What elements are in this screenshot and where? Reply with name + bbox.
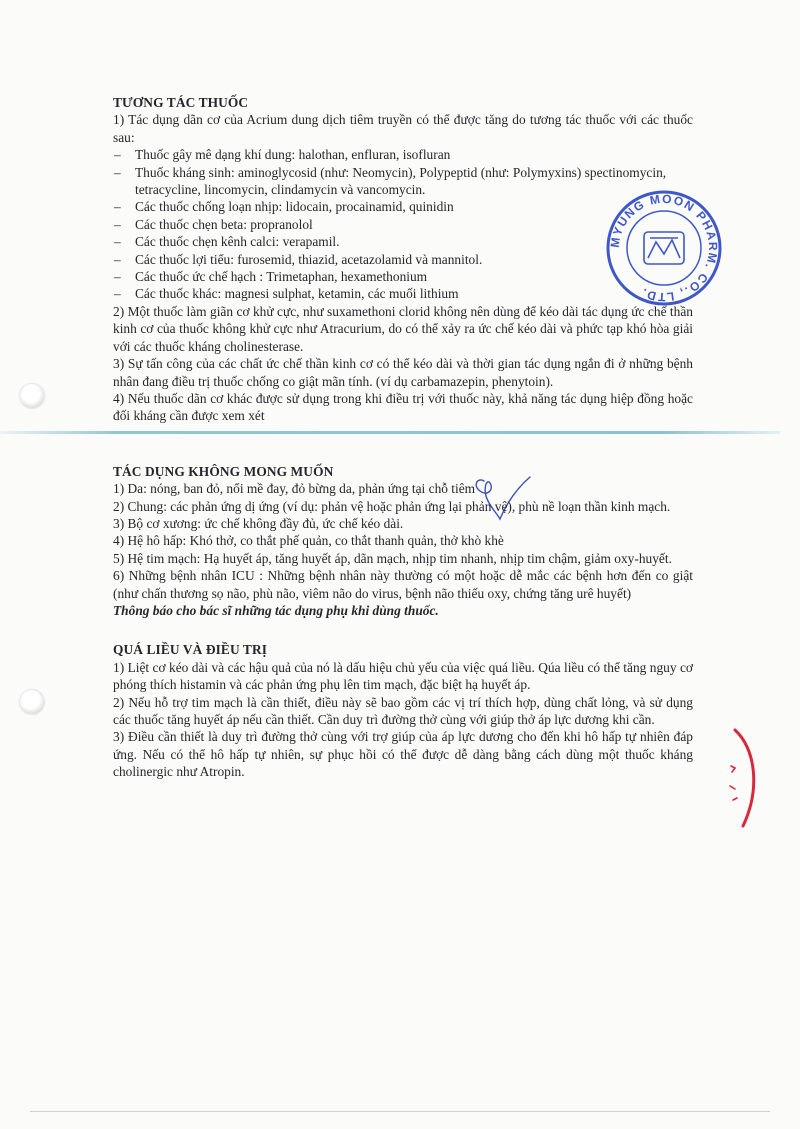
punch-hole-bottom	[20, 690, 44, 714]
red-stamp-edge	[725, 726, 765, 834]
list-item: – Các thuốc chống loạn nhịp: lidocain, procainamid, quinidin	[113, 198, 693, 215]
list-item: 1) Da: nóng, ban đỏ, nổi mề đay, đỏ bừng da, phản ứng tại chỗ tiêm	[113, 481, 476, 497]
list-item: 5) Hệ tim mạch: Hạ huyết áp, tăng huyết áp, dãn mạch, nhịp tim nhanh, nhịp tim chậm, giảm oxy-huyết.	[113, 550, 672, 566]
list-item: – Các thuốc ức chế hạch : Trimetaphan, hexamethonium	[113, 268, 693, 285]
list-item: 3) Điều cần thiết là duy trì đường thở cùng với trợ giúp của áp lực dương cho đến khi hô hấp tự nhiên đáp ứng. Nếu có thể hô hấp tự nhiên, sự phục hồi có thể được dễ dàng bằng cách dùng một thuốc kháng cholinergic như Atropin.	[113, 729, 693, 780]
interaction-list	[113, 146, 693, 303]
stamp-text: MYUNG MOON PHARM. CO., LTD.	[607, 191, 721, 305]
list-item: – Các thuốc chẹn beta: propranolol	[113, 216, 693, 233]
list-item: 6) Những bệnh nhân ICU : Những bệnh nhân này thường có một hoặc dễ mắc các bệnh hơn đến co giật (như chấn thương sọ não, phù não, viêm não do virus, bệnh não thiếu oxy, chứng tăng urê huyết)	[113, 568, 693, 601]
paragraph: 3) Sự tấn công của các chất ức chế thần kinh cơ có thể kéo dài và thời gian tác dụng ngắn đi ở những bệnh nhân đang điều trị thuốc chống co giật mãn tính. (ví dụ carbamazepin, phenytoin).	[113, 356, 693, 389]
paragraph: 4) Nếu thuốc dãn cơ khác được sử dụng trong khi điều trị với thuốc này, khả năng tác dụng hiệp đồng hoặc đối kháng cần được xem xét	[113, 390, 693, 424]
list-item: – Các thuốc khác: magnesi sulphat, ketamin, các muối lithium	[113, 285, 693, 302]
list-item: 4) Hệ hô hấp: Khó thở, co thắt phế quản, co thắt thanh quản, thở khò khè	[113, 533, 504, 549]
section-drug-interactions	[113, 94, 693, 425]
list-item: 2) Chung: các phản ứng dị ứng (ví dụ: phản vệ hoặc phản ứng lại phản vệ), phù nề loạn thần kinh mạch.	[113, 498, 671, 514]
list-item: 3) Bộ cơ xương: ức chế không đầy đủ, ức chế kéo dài.	[113, 515, 404, 531]
paragraph: 2) Một thuốc làm giãn cơ khử cực, như suxamethoni clorid không nên dùng để kéo dài tác dụng ức chế thần kinh cơ của thuốc không khử cực như Atracurium, do có thể xảy ra ức chế kéo dài và phức tạp khó hòa giải với các thuốc kháng cholinesterase.	[113, 303, 693, 354]
doctor-notice: Thông báo cho bác sĩ những tác dụng phụ khi dùng thuốc.	[113, 602, 439, 618]
section-title: TÁC DỤNG KHÔNG MONG MUỐN	[113, 463, 334, 479]
punch-hole-top	[20, 384, 44, 408]
list-item: 1) Liệt cơ kéo dài và các hậu quả của nó là dấu hiệu chủ yếu của việc quá liều. Qúa liều có thể tăng nguy cơ phóng thích histamin và các phản ứng phụ lên tim mạch, đặc biệt hạ huyết áp.	[113, 659, 693, 693]
section-title: QUÁ LIỀU VÀ ĐIỀU TRỊ	[113, 642, 268, 658]
section-overdose-treatment	[113, 641, 693, 780]
list-item: – Thuốc kháng sinh: aminoglycosid (như: Neomycin), Polypeptid (như: Polymyxins) spectinomycin, tetracycline, lincomycin, clindamycin và vancomycin.	[113, 164, 693, 199]
list-item: – Các thuốc chẹn kênh calci: verapamil.	[113, 233, 693, 250]
section-title: TƯƠNG TÁC THUỐC	[113, 95, 249, 110]
document-body	[113, 94, 693, 781]
scan-bottom-edge	[30, 1111, 770, 1112]
list-item: 2) Nếu hỗ trợ tim mạch là cần thiết, điều này sẽ bao gồm các vị trí thích hợp, dùng chất lỏng, và sử dụng các thuốc tăng huyết áp nếu cần thiết. Cần duy trì đường thở cùng với giúp thở áp lực dương khi cần.	[113, 694, 693, 727]
paragraph: 1) Tác dụng dãn cơ của Acrium dung dịch tiêm truyền có thể được tăng do tương tác thuốc với các thuốc sau:	[113, 112, 693, 145]
list-item: – Thuốc gây mê dạng khí dung: halothan, enfluran, isofluran	[113, 146, 693, 163]
section-adverse-effects	[113, 463, 693, 620]
list-item: – Các thuốc lợi tiểu: furosemid, thiazid, acetazolamid và mannitol.	[113, 251, 693, 268]
